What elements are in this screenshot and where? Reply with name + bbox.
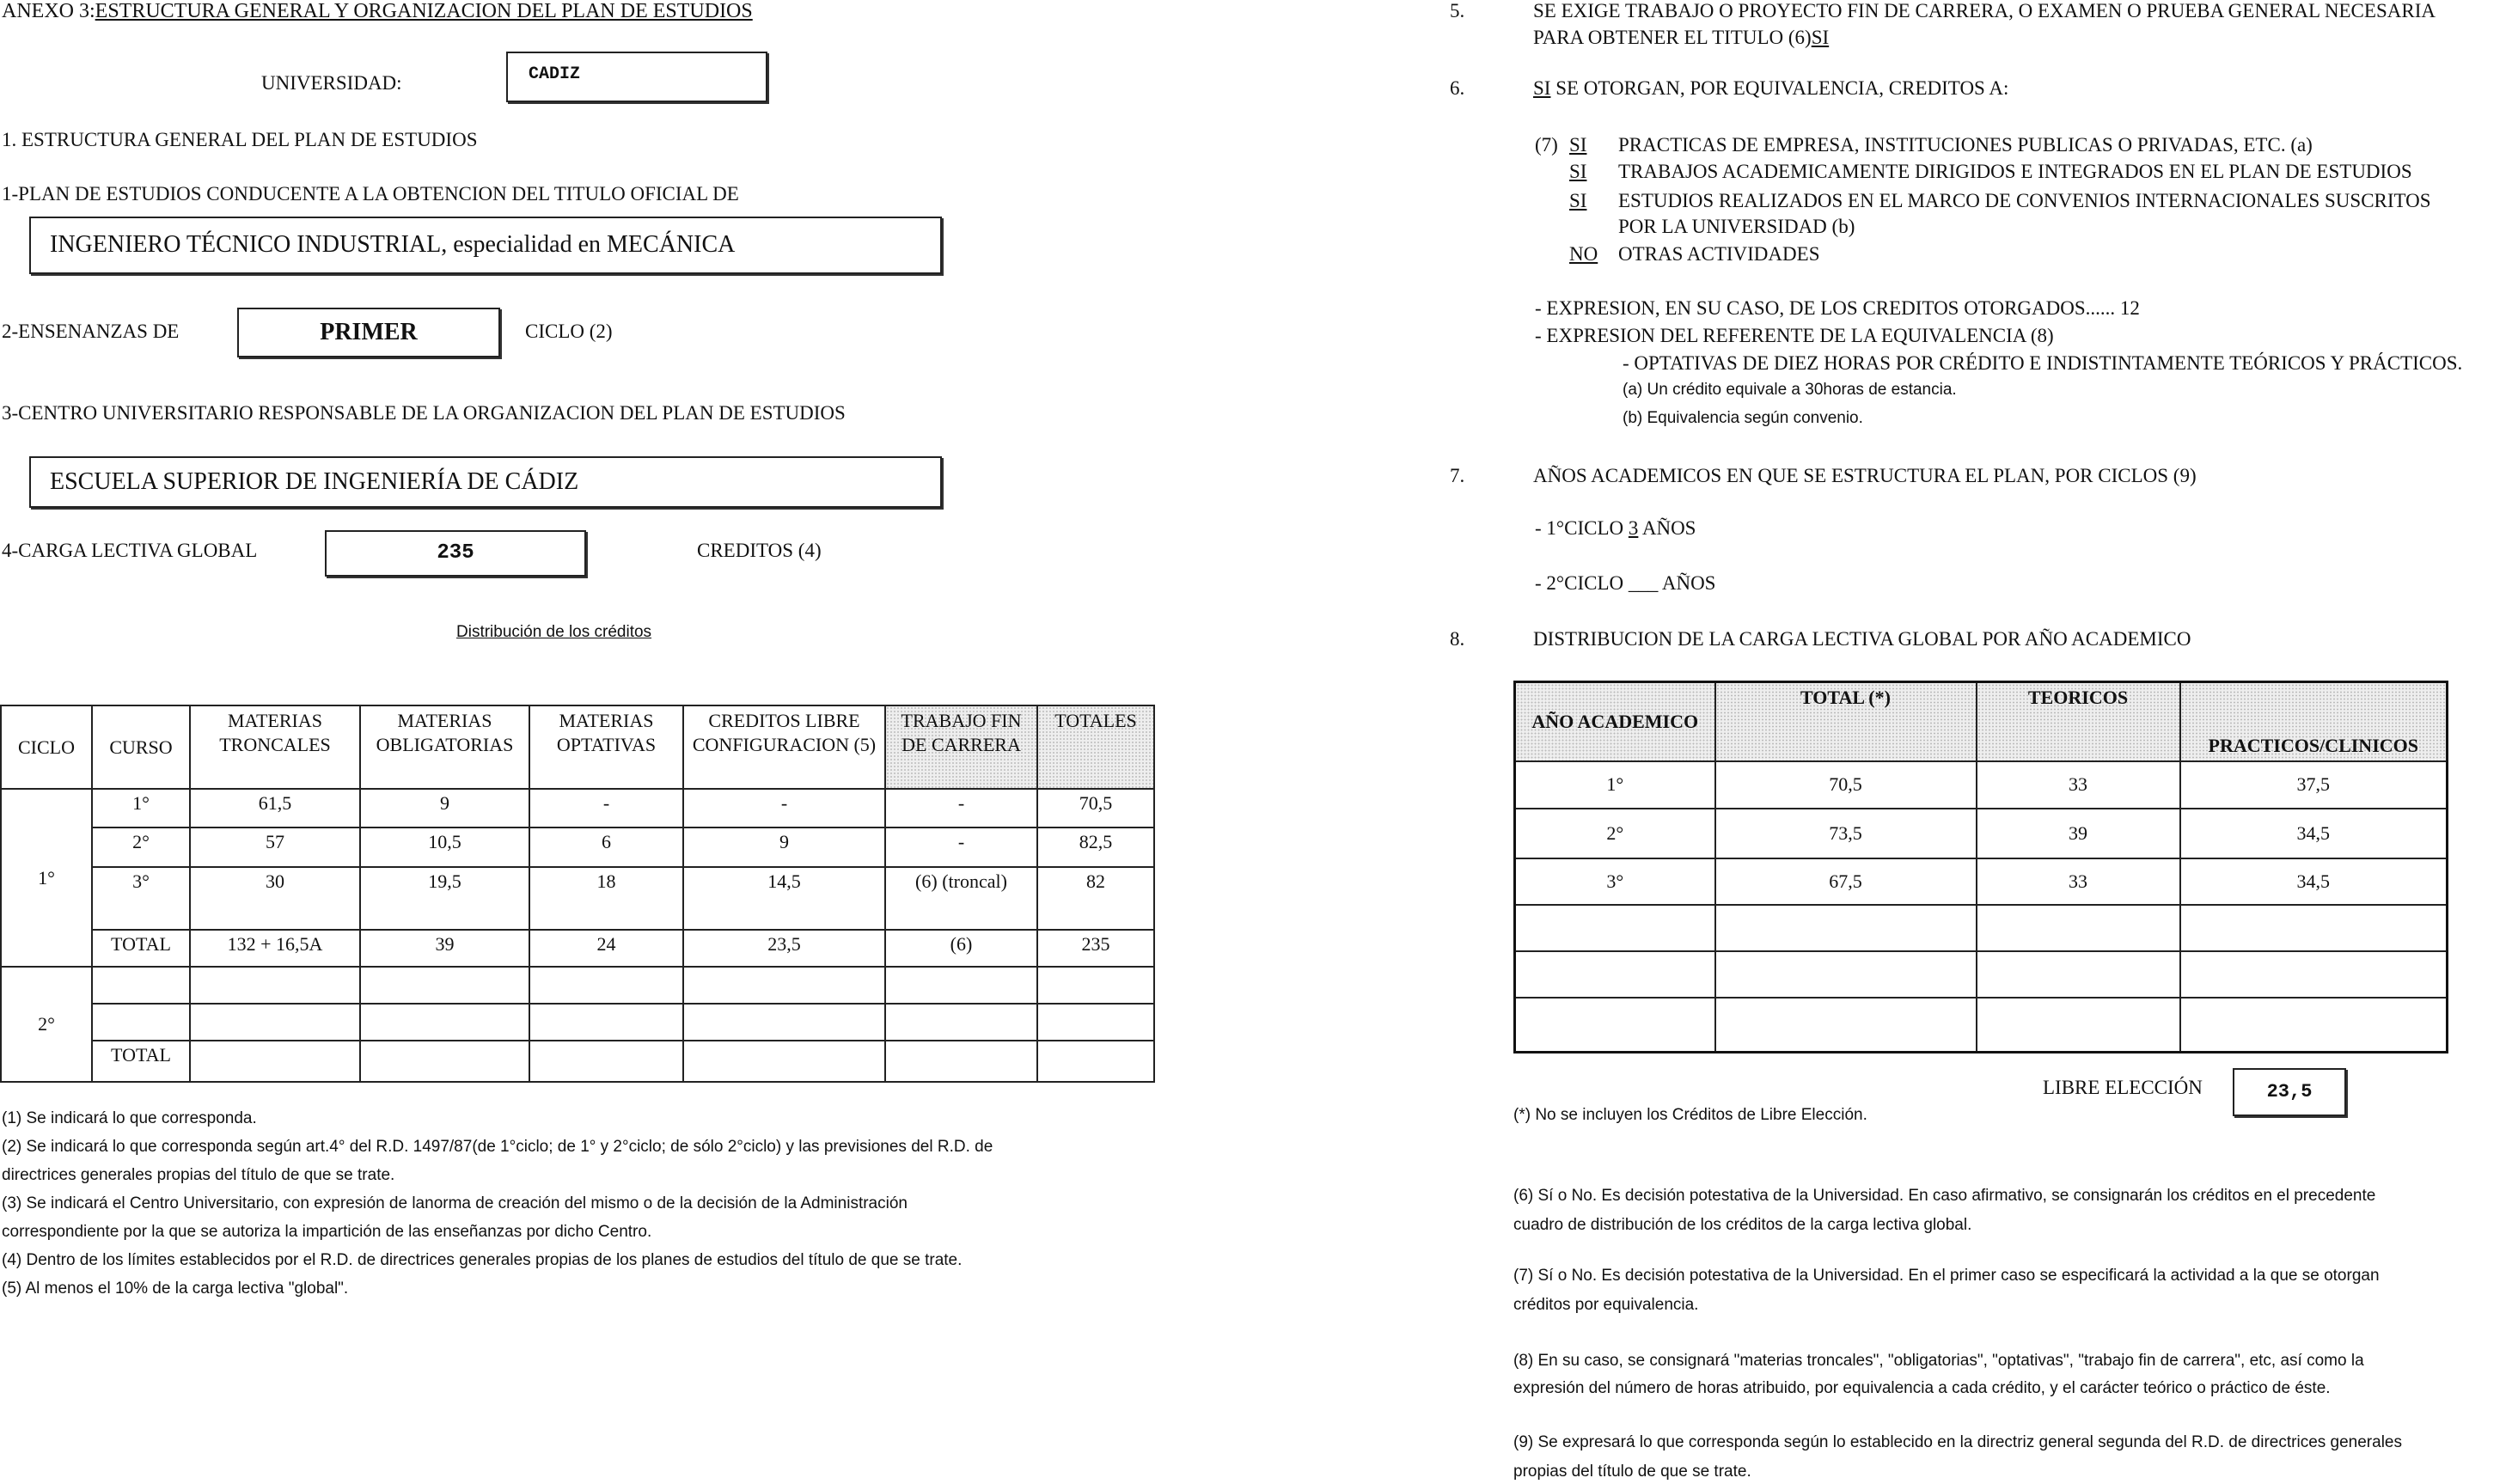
- anos-label: AÑOS: [1641, 517, 1696, 539]
- table-cell: 33: [1977, 858, 2180, 905]
- table-cell: 9: [360, 789, 529, 827]
- table-cell: [683, 1004, 885, 1041]
- column-header: AÑO ACADEMICO: [1515, 682, 1715, 761]
- table-cell: [1977, 951, 2180, 998]
- ciclo1-value: 3: [1628, 517, 1639, 539]
- s5-text: SE EXIGE TRABAJO O PROYECTO FIN DE CARRERA, O EXAMEN O PRUEBA GENERAL NECESARIA: [1533, 0, 2436, 21]
- table-cell: [1715, 998, 1977, 1053]
- table-cell: 67,5: [1715, 858, 1977, 905]
- footnote: (2) Se indicará lo que corresponda según art.4° del R.D. 1497/87(de 1°ciclo; de 1° y 2°ciclo; de sólo 2°ciclo) y las previsiones del R.D. de: [2, 1138, 993, 1156]
- table-cell: [885, 967, 1037, 1004]
- table-cell: 1°: [1515, 761, 1715, 809]
- table-cell: 30: [190, 867, 360, 930]
- libre-eleccion-field: [2233, 1068, 2346, 1116]
- s8-text: DISTRIBUCION DE LA CARGA LECTIVA GLOBAL POR AÑO ACADEMICO: [1533, 628, 2191, 650]
- footnote: (5) Al menos el 10% de la carga lectiva "global".: [2, 1279, 349, 1298]
- table-cell: 6: [529, 827, 683, 867]
- footnote: (7) Sí o No. Es decisión potestativa de la Universidad. En el primer caso se especificará la actividad a la que se otorgan: [1513, 1267, 2380, 1285]
- note-b: (b) Equivalencia según convenio.: [1623, 409, 1863, 427]
- table-cell: -: [885, 827, 1037, 867]
- table-row: [1, 967, 1154, 1004]
- table-cell: [683, 967, 885, 1004]
- table-cell: [2180, 998, 2448, 1053]
- column-header: MATERIAS TRONCALES: [190, 705, 360, 789]
- ciclo-label: CICLO (2): [525, 321, 613, 342]
- ensenanzas-value: PRIMER: [320, 319, 418, 345]
- table-cell: [1715, 905, 1977, 951]
- item-text: PRACTICAS DE EMPRESA, INSTITUCIONES PUBLICAS O PRIVADAS, ETC. (a): [1618, 134, 2313, 156]
- table-cell: [1515, 998, 1715, 1053]
- section-1-heading: 1. ESTRUCTURA GENERAL DEL PLAN DE ESTUDIOS: [2, 129, 478, 150]
- distribucion-caption: Distribución de los créditos: [456, 623, 652, 641]
- item-answer: SI: [1569, 161, 1587, 182]
- table-cell: [529, 1004, 683, 1041]
- table-cell: 82: [1037, 867, 1154, 930]
- footnote: (8) En su caso, se consignará "materias troncales", "obligatorias", "optativas", "trabajo fin de carrera", etc, así como la: [1513, 1352, 2364, 1370]
- table-cell: [1037, 1041, 1154, 1082]
- s5-answer: SI: [1811, 27, 1830, 48]
- footnote: propias del título de que se trate.: [1513, 1463, 1751, 1481]
- item-text: POR LA UNIVERSIDAD (b): [1618, 216, 1855, 237]
- table-cell: 39: [360, 930, 529, 967]
- table-row: [1515, 761, 2448, 809]
- table-cell: (6) (troncal): [885, 867, 1037, 930]
- table-cell: [190, 967, 360, 1004]
- table-cell: -: [885, 789, 1037, 827]
- table-row: [1515, 951, 2448, 998]
- table-cell: TOTAL: [92, 930, 190, 967]
- table-row: [1, 827, 1154, 867]
- footnote: expresión del número de horas atribuido, por equivalencia a cada crédito, y el carácter teórico o práctico de éste.: [1513, 1379, 2331, 1397]
- ciclo-cell: 2°: [1, 967, 92, 1082]
- table-cell: 2°: [92, 827, 190, 867]
- s6-text: SE OTORGAN, POR EQUIVALENCIA, CREDITOS A:: [1555, 77, 2009, 99]
- footnote: (6) Sí o No. Es decisión potestativa de la Universidad. En caso afirmativo, se consignarán los créditos en el precedente: [1513, 1187, 2376, 1205]
- column-header: TRABAJO FIN DE CARRERA: [885, 705, 1037, 789]
- table-cell: 82,5: [1037, 827, 1154, 867]
- year-distribution-table: [1513, 681, 2448, 1053]
- table-row: [1, 789, 1154, 827]
- item-text: TRABAJOS ACADEMICAMENTE DIRIGIDOS E INTEGRADOS EN EL PLAN DE ESTUDIOS: [1618, 161, 2412, 182]
- carga-field: [325, 530, 586, 577]
- table-cell: 39: [1977, 809, 2180, 858]
- carga-value: 235: [437, 541, 474, 565]
- column-header: TOTALES: [1037, 705, 1154, 789]
- expr-referente: - EXPRESION DEL REFERENTE DE LA EQUIVALENCIA (8): [1535, 325, 2054, 346]
- table-cell: 33: [1977, 761, 2180, 809]
- table-cell: [190, 1041, 360, 1082]
- expr-creditos: - EXPRESION, EN SU CASO, DE LOS CREDITOS OTORGADOS...... 12: [1535, 297, 2140, 319]
- table-cell: 10,5: [360, 827, 529, 867]
- column-header: CREDITOS LIBRE CONFIGURACION (5): [683, 705, 885, 789]
- table-cell: [1977, 998, 2180, 1053]
- universidad-label: UNIVERSIDAD:: [261, 72, 402, 94]
- column-header: MATERIAS OPTATIVAS: [529, 705, 683, 789]
- table-cell: -: [683, 789, 885, 827]
- footnote: correspondiente por la que se autoriza la impartición de las enseñanzas por dicho Centro.: [2, 1223, 652, 1241]
- s5-number: 5.: [1450, 0, 1465, 21]
- column-header: CURSO: [92, 705, 190, 789]
- table-cell: 57: [190, 827, 360, 867]
- table-cell: 3°: [92, 867, 190, 930]
- table-cell: 2°: [1515, 809, 1715, 858]
- titulo-field: [29, 217, 942, 274]
- s6-number: 6.: [1450, 77, 1465, 99]
- footnote: directrices generales propias del título de que se trate.: [2, 1166, 395, 1184]
- ciclo1-label: - 1°CICLO: [1535, 517, 1624, 539]
- table-cell: [190, 1004, 360, 1041]
- ciclo-cell: 1°: [1, 789, 92, 967]
- table-cell: 37,5: [2180, 761, 2448, 809]
- s8-number: 8.: [1450, 628, 1465, 650]
- centro-label: 3-CENTRO UNIVERSITARIO RESPONSABLE DE LA ORGANIZACION DEL PLAN DE ESTUDIOS: [2, 402, 846, 424]
- page-title: [2, 0, 753, 22]
- table-cell: [1037, 1004, 1154, 1041]
- table-cell: [1515, 951, 1715, 998]
- table-row: [1515, 858, 2448, 905]
- universidad-value: CADIZ: [529, 64, 581, 84]
- s6-answer: SI: [1533, 77, 1551, 99]
- table-cell: [360, 1041, 529, 1082]
- table-cell: [529, 967, 683, 1004]
- ciclo1-line: [1535, 517, 1696, 539]
- table-cell: 61,5: [190, 789, 360, 827]
- centro-value: ESCUELA SUPERIOR DE INGENIERÍA DE CÁDIZ: [50, 468, 579, 495]
- table-row: [1515, 905, 2448, 951]
- item-answer: NO: [1569, 243, 1598, 265]
- table-row: [1, 930, 1154, 967]
- table-cell: [2180, 905, 2448, 951]
- table-cell: 132 + 16,5A: [190, 930, 360, 967]
- table-row: [1515, 998, 2448, 1053]
- table-row: [1, 1004, 1154, 1041]
- footnote: (1) Se indicará lo que corresponda.: [2, 1109, 257, 1127]
- table-cell: 34,5: [2180, 858, 2448, 905]
- centro-field: [29, 456, 942, 508]
- table-cell: 70,5: [1037, 789, 1154, 827]
- table-cell: 23,5: [683, 930, 885, 967]
- table-cell: 1°: [92, 789, 190, 827]
- table-cell: [360, 967, 529, 1004]
- s5-line2: PARA OBTENER EL TITULO (6): [1533, 27, 1812, 48]
- libre-eleccion-value: 23,5: [2266, 1081, 2313, 1102]
- footnote: créditos por equivalencia.: [1513, 1296, 1699, 1314]
- table-cell: 9: [683, 827, 885, 867]
- s7-number: 7.: [1450, 465, 1465, 486]
- title-prefix: ANEXO 3:: [2, 0, 95, 22]
- table-cell: [1715, 951, 1977, 998]
- titulo-value: INGENIERO TÉCNICO INDUSTRIAL, especialidad en MECÁNICA: [50, 231, 736, 258]
- ensenanzas-field: [237, 308, 500, 357]
- table-row: [1, 1041, 1154, 1082]
- footnote: (4) Dentro de los límites establecidos por el R.D. de directrices generales propias de los planes de estudios del título de que se trate.: [2, 1251, 963, 1269]
- table-cell: 18: [529, 867, 683, 930]
- table-cell: [885, 1004, 1037, 1041]
- credit-distribution-table: [0, 705, 1155, 1083]
- expr-optativas: - OPTATIVAS DE DIEZ HORAS POR CRÉDITO E INDISTINTAMENTE TEÓRICOS Y PRÁCTICOS.: [1623, 352, 2463, 374]
- plan-label: 1-PLAN DE ESTUDIOS CONDUCENTE A LA OBTENCION DEL TITULO OFICIAL DE: [2, 183, 739, 205]
- footnote: (9) Se expresará lo que corresponda según lo establecido en la directriz general segunda del R.D. de directrices generales: [1513, 1433, 2402, 1451]
- table-cell: -: [529, 789, 683, 827]
- s7-text: AÑOS ACADEMICOS EN QUE SE ESTRUCTURA EL PLAN, POR CICLOS (9): [1533, 465, 2197, 486]
- ciclo2-label: - 2°CICLO: [1535, 572, 1624, 594]
- column-header: CICLO: [1, 705, 92, 789]
- anos-label: AÑOS: [1661, 572, 1716, 594]
- table-row: [1515, 809, 2448, 858]
- table-cell: (6): [885, 930, 1037, 967]
- item-answer: SI: [1569, 134, 1587, 156]
- creditos-label: CREDITOS (4): [697, 540, 822, 561]
- table-cell: [683, 1041, 885, 1082]
- item-text: OTRAS ACTIVIDADES: [1618, 243, 1820, 265]
- table-cell: TOTAL: [92, 1041, 190, 1082]
- table-cell: 24: [529, 930, 683, 967]
- title-text: ESTRUCTURA GENERAL Y ORGANIZACION DEL PLAN DE ESTUDIOS: [95, 0, 753, 22]
- column-header: MATERIAS OBLIGATORIAS: [360, 705, 529, 789]
- table-cell: 235: [1037, 930, 1154, 967]
- table-cell: 3°: [1515, 858, 1715, 905]
- table-cell: 70,5: [1715, 761, 1977, 809]
- table-cell: [1977, 905, 2180, 951]
- note-a: (a) Un crédito equivale a 30horas de estancia.: [1623, 381, 1957, 399]
- s6-heading: [1533, 77, 2008, 99]
- universidad-field: [506, 52, 767, 102]
- table-cell: 14,5: [683, 867, 885, 930]
- carga-label: 4-CARGA LECTIVA GLOBAL: [2, 540, 258, 561]
- table-cell: [92, 1004, 190, 1041]
- ensenanzas-label: 2-ENSENANZAS DE: [2, 321, 180, 342]
- table-cell: [1037, 967, 1154, 1004]
- footnote: (3) Se indicará el Centro Universitario, con expresión de lanorma de creación del mismo o de la decisión de la Administración: [2, 1194, 908, 1212]
- table-cell: [92, 967, 190, 1004]
- column-header: TEORICOS: [1977, 682, 2180, 761]
- ciclo2-line: [1535, 572, 1715, 594]
- ciclo2-value: ___: [1628, 572, 1659, 594]
- s6-prefix: (7): [1535, 134, 1558, 156]
- asterisk-note: (*) No se incluyen los Créditos de Libre Elección.: [1513, 1106, 1867, 1124]
- column-header: PRACTICOS/CLINICOS: [2180, 682, 2448, 761]
- table-cell: 19,5: [360, 867, 529, 930]
- item-answer: SI: [1569, 190, 1587, 211]
- libre-eleccion-label: LIBRE ELECCIÓN: [2043, 1077, 2203, 1098]
- table-cell: 34,5: [2180, 809, 2448, 858]
- s5-text-2: [1533, 27, 1829, 48]
- table-cell: [529, 1041, 683, 1082]
- table-row: [1, 867, 1154, 930]
- table-cell: [1515, 905, 1715, 951]
- table-cell: [2180, 951, 2448, 998]
- footnote: cuadro de distribución de los créditos de la carga lectiva global.: [1513, 1216, 1972, 1234]
- column-header: TOTAL (*): [1715, 682, 1977, 761]
- item-text: ESTUDIOS REALIZADOS EN EL MARCO DE CONVENIOS INTERNACIONALES SUSCRITOS: [1618, 190, 2431, 211]
- table-cell: [360, 1004, 529, 1041]
- table-cell: 73,5: [1715, 809, 1977, 858]
- table-cell: [885, 1041, 1037, 1082]
